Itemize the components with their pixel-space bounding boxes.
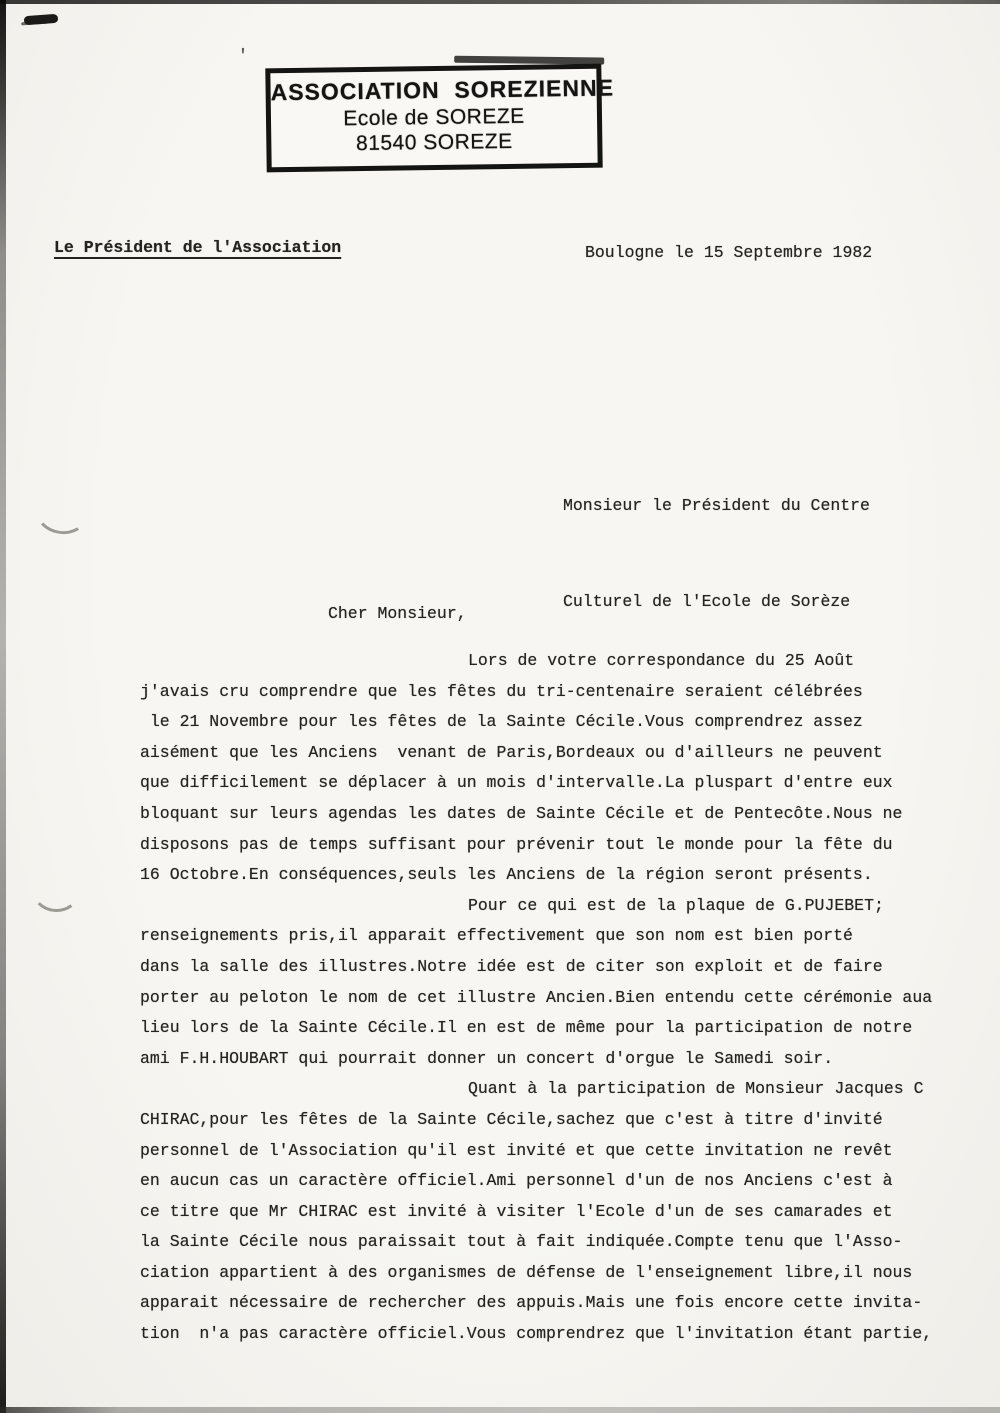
- letter-line: personnel de l'Association qu'il est invité et que cette invitation ne revêt: [140, 1140, 893, 1160]
- letter-line: CHIRAC,pour les fêtes de la Sainte Cécile,sachez que c'est à titre d'invité: [140, 1109, 883, 1129]
- letter-body: [140, 646, 933, 1350]
- letter-line: le 21 Novembre pour les fêtes de la Sainte Cécile.Vous comprendrez assez: [140, 712, 863, 732]
- letter-line: aisément que les Anciens venant de Paris,Bordeaux ou d'ailleurs ne peuvent: [140, 742, 883, 762]
- stamp-school-name: Ecole de SOREZE: [343, 104, 525, 131]
- letter-line: ami F.H.HOUBART qui pourrait donner un concert d'orgue le Samedi soir.: [140, 1048, 834, 1068]
- letter-line: ciation appartient à des organismes de défense de l'enseignement libre,il nous: [140, 1262, 913, 1282]
- sender-title: Le Président de l'Association: [54, 238, 342, 257]
- letter-line: renseignements pris,il apparait effectivement que son nom est bien porté: [140, 926, 853, 946]
- letter-line: la Sainte Cécile nous paraissait tout à fait indiquée.Compte tenu que l'Asso-: [140, 1232, 903, 1252]
- recipient-line-1: Monsieur le Président du Centre: [563, 496, 870, 515]
- letter-line: porter au peloton le nom de cet illustre Ancien.Bien entendu cette cérémonie aua: [140, 987, 933, 1007]
- letter-line: tion n'a pas caractère officiel.Vous comprendrez que l'invitation étant partie,: [140, 1324, 933, 1344]
- stray-apostrophe-mark: ': [238, 46, 248, 65]
- letter-line: en aucun cas un caractère officiel.Ami personnel d'un de nos Anciens c'est à: [140, 1171, 893, 1191]
- hole-punch-shadow-top: [33, 489, 90, 538]
- letter-line: Pour ce qui est de la plaque de G.PUJEBET;: [468, 895, 884, 915]
- scan-edge-bottom: [0, 1407, 1000, 1413]
- letter-line: 16 Octobre.En conséquences,seuls les Anciens de la région seront présents.: [140, 865, 873, 885]
- letter-line: j'avais cru comprendre que les fêtes du tri-centenaire seraient célébrées: [140, 681, 863, 701]
- scan-edge-left: [0, 0, 6, 1413]
- hole-punch-shadow-bottom: [31, 868, 82, 913]
- letter-line: Quant à la participation de Monsieur Jacques C: [468, 1079, 924, 1099]
- salutation: Cher Monsieur,: [328, 604, 467, 623]
- letter-line: bloquant sur leurs agendas les dates de Sainte Cécile et de Pentecôte.Nous ne: [140, 803, 903, 823]
- dateline: Boulogne le 15 Septembre 1982: [585, 243, 873, 262]
- recipient-line-2: Culturel de l'Ecole de Sorèze: [563, 592, 851, 611]
- recipient-block: [563, 426, 870, 682]
- letter-line: Lors de votre correspondance du 25 Août: [468, 651, 855, 670]
- letter-line: disposons pas de temps suffisant pour prévenir tout le monde pour la fête du: [140, 834, 893, 854]
- association-rubber-stamp: [265, 64, 615, 173]
- ink-blot-mark: [24, 14, 59, 25]
- letter-line: apparait nécessaire de rechercher des appuis.Mais une fois encore cette invita-: [140, 1293, 923, 1313]
- letter-line: que difficilement se déplacer à un mois d'intervalle.La pluspart d'entre eux: [140, 773, 893, 793]
- letter-line: lieu lors de la Sainte Cécile.Il en est de même pour la participation de notre: [140, 1018, 913, 1038]
- letter-line: ce titre que Mr CHIRAC est invité à visiter l'Ecole d'un de ses camarades et: [140, 1201, 893, 1221]
- scan-edge-top: [0, 0, 1000, 4]
- stamp-association-name: ASSOCIATION SOREZIENNE: [270, 74, 615, 106]
- letter-line: dans la salle des illustres.Notre idée est de citer son exploit et de faire: [140, 956, 883, 976]
- stamp-postal-address: 81540 SOREZE: [355, 129, 513, 156]
